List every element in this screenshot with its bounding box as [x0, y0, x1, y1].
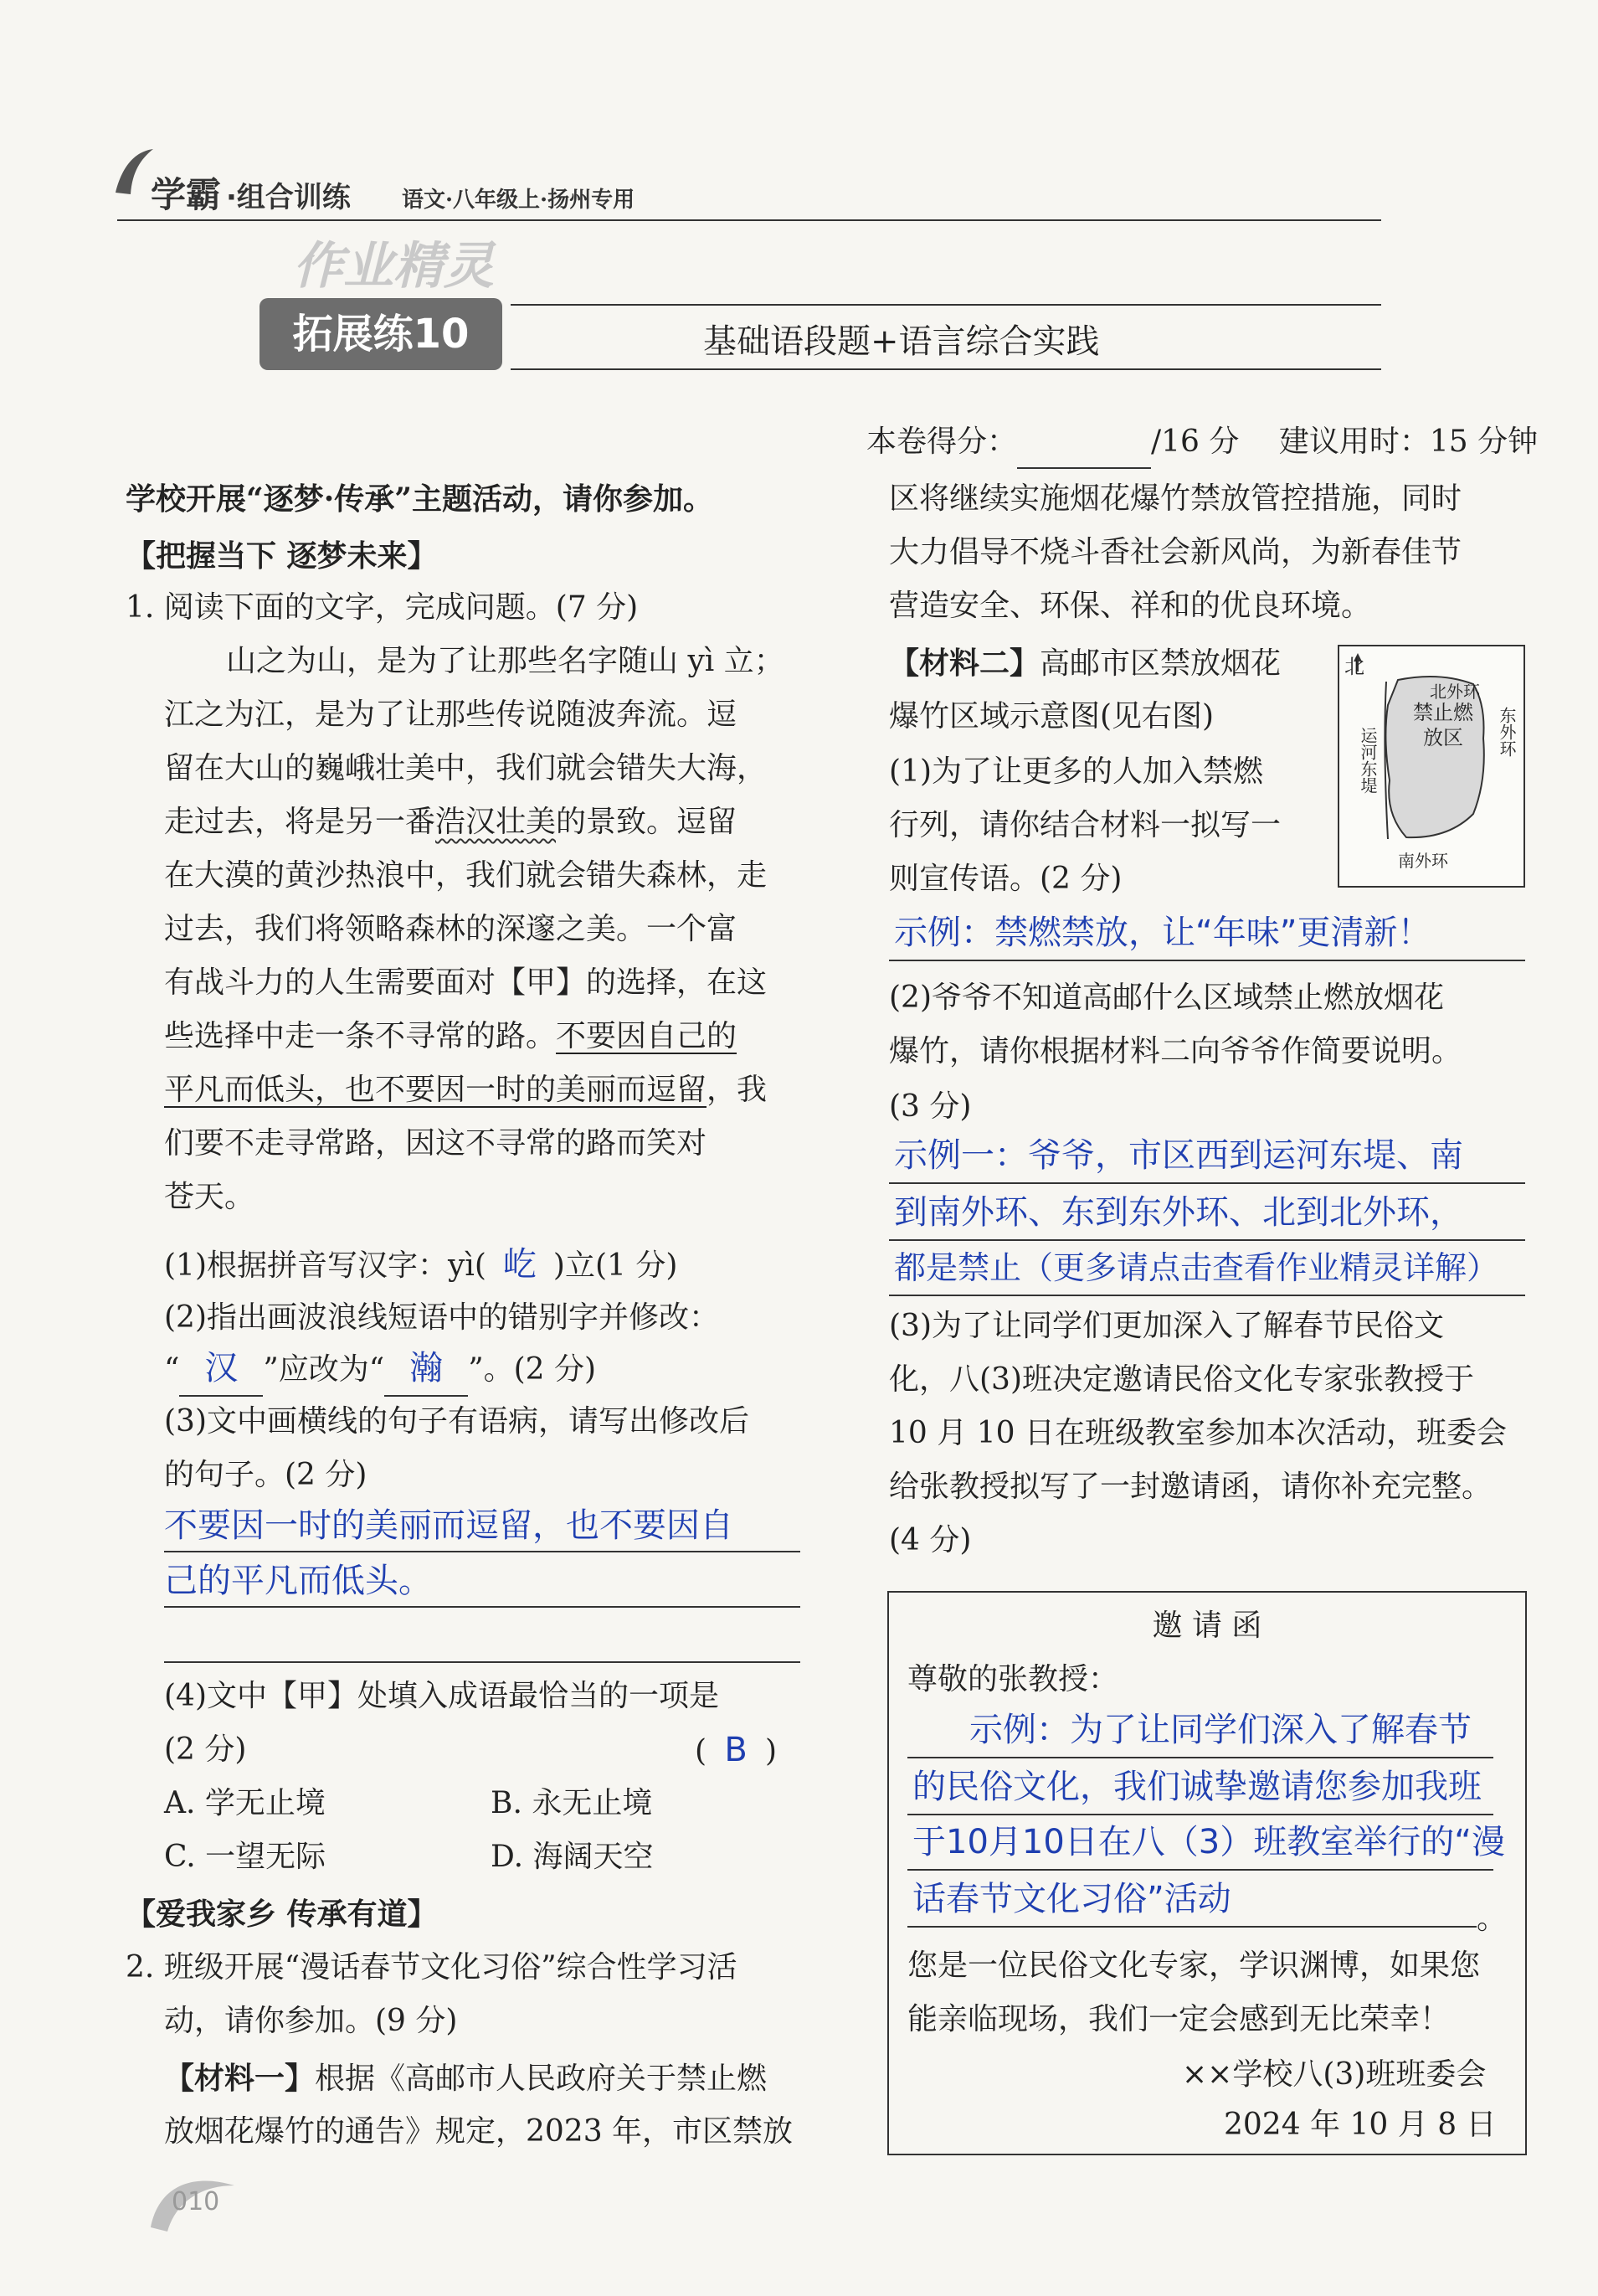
passage-line: [164, 1063, 809, 1117]
q1-1-answer[interactable]: 屹: [502, 1245, 537, 1284]
option-c[interactable]: C. 一望无际: [164, 1840, 326, 1874]
underlined-sentence: 平凡而低头，也不要因一时的美丽而逗留: [164, 1073, 707, 1107]
header-subject: 语文·八年级上·扬州专用: [402, 188, 635, 213]
invitation-letter: [887, 1591, 1527, 2155]
letter-date: 2024 年 10 月 8 日: [1224, 2108, 1497, 2142]
passage-line: 们要不走寻常路，因这不寻常的路而笑对: [164, 1126, 707, 1161]
q2-3: [889, 1300, 1507, 1568]
material1-line1: [164, 2051, 767, 2106]
section-badge: [259, 298, 502, 370]
section-title: 基础语段题+语言综合实践: [703, 322, 1100, 361]
q1-title: 1. 阅读下面的文字，完成问题。(7 分): [126, 590, 639, 625]
score-total: /16 分: [1151, 425, 1240, 459]
header-logo-mark: [107, 142, 157, 201]
quote-open: “: [164, 1352, 180, 1387]
q1-2-correct-char[interactable]: 瀚: [384, 1341, 468, 1397]
answer-line: [889, 1182, 1525, 1184]
q2-2-answer-3[interactable]: 都是禁止（更多请点击查看作业精灵详解）: [894, 1249, 1499, 1286]
letter-period: 。: [1477, 1902, 1508, 1936]
map-zone: 禁止燃放区: [1413, 701, 1473, 749]
passage-line-text: 些选择中走一条不寻常的路。: [164, 1019, 557, 1053]
q2-3-line: 给张教授拟写了一封邀请函，请你补充完整。: [889, 1470, 1493, 1504]
answer-line: [889, 960, 1525, 961]
material2-label: 【材料二】: [889, 646, 1040, 681]
map-east-ring: 东外环: [1497, 707, 1517, 757]
score-line: [866, 415, 1538, 469]
q1-4-line1: (4)文中【甲】处填入成语最恰当的一项是: [164, 1679, 719, 1713]
letter-body-1: 您是一位民俗文化专家，学识渊博，如果您: [907, 1949, 1481, 1983]
q2-2-line3: (3 分): [889, 1089, 972, 1124]
q1-2-wrong-char[interactable]: 汉: [179, 1341, 263, 1397]
page-number: 010: [172, 2187, 220, 2216]
q2-1-answer[interactable]: 示例：禁燃禁放，让“年味”更清新！: [894, 914, 1431, 952]
passage-line-text: 走过去，将是另一番: [164, 805, 436, 839]
section-rule-top: [511, 304, 1381, 306]
option-d[interactable]: D. 海阔天空: [491, 1840, 654, 1874]
passage-line: 留在大山的巍峨壮美中，我们就会错失大海，: [164, 751, 768, 785]
wavy-phrase: 浩汉壮美: [435, 805, 557, 839]
q1-3-line2: 的句子。(2 分): [164, 1458, 367, 1492]
material2-line1: [889, 636, 1281, 691]
underlined-sentence: 不要因自己的: [556, 1019, 737, 1053]
material1-label: 【材料一】: [164, 2061, 316, 2096]
q1-2-end: ”。(2 分): [468, 1352, 597, 1387]
answer-line: [164, 1606, 800, 1608]
passage-line-tail: ，我: [707, 1073, 768, 1107]
score-label: 本卷得分：: [866, 425, 1018, 459]
q2-1-line2: 行列，请你结合材料一拟写一: [889, 808, 1282, 842]
q1-1-text: (1)根据拼音写汉字：yì(: [164, 1248, 486, 1283]
header-series: ·组合训练: [226, 181, 351, 214]
q2-2-line1: (2)爷爷不知道高邮什么区域禁止燃放烟花: [889, 981, 1444, 1015]
letter-answer-3[interactable]: 于10月10日在八（3）班教室举行的“漫: [912, 1823, 1505, 1861]
answer-line: [907, 1869, 1493, 1871]
q1-2-answer-line: [164, 1341, 596, 1397]
q1-1-end: )立(1 分): [552, 1248, 678, 1283]
answer-line: [889, 1295, 1525, 1296]
passage-line: 江之为江，是为了让那些传说随波奔流。逗: [164, 698, 737, 732]
q1-2: (2)指出画波浪线短语中的错别字并修改：: [164, 1300, 719, 1335]
letter-body-2: 能亲临现场，我们一定会感到无比荣幸！: [907, 2002, 1451, 2036]
passage-line: 过去，我们将领略森林的深邃之美。一个富: [164, 912, 737, 946]
header-rule: [117, 219, 1381, 221]
q2-1-line3: 则宣传语。(2 分): [889, 862, 1123, 896]
material2-line2: 爆竹区域示意图(见右图): [889, 699, 1215, 734]
watermark-text: 作业精灵: [293, 237, 494, 296]
q1-4-line2: (2 分): [164, 1732, 247, 1767]
intro: 学校开展“逐梦·传承”主题活动，请你参加。: [126, 481, 713, 517]
answer-line: [164, 1661, 800, 1663]
section-rule-bottom: [511, 368, 1381, 370]
passage-line: 有战斗力的人生需要面对【甲】的选择，在这: [164, 965, 768, 1000]
answer-line: [907, 1757, 1493, 1758]
passage-line: [164, 795, 809, 849]
q1-4-answer-box: [695, 1723, 777, 1779]
q2-2-answer-1[interactable]: 示例一：爷爷，市区西到运河东堤、南: [894, 1136, 1463, 1175]
map-north-ring: 北外环: [1430, 682, 1480, 702]
letter-answer-4[interactable]: 话春节文化习俗”活动: [912, 1880, 1231, 1918]
answer-line: [907, 1926, 1477, 1928]
header-brand: 学霸: [151, 174, 222, 215]
map-west: 运河东堤: [1358, 727, 1378, 794]
material1-text: 根据《高邮市人民政府关于禁止燃: [315, 2062, 768, 2096]
passage-line: 在大漠的黄沙热浪中，我们就会错失森林，走: [164, 858, 768, 893]
suggested-time: 建议用时：15 分钟: [1278, 425, 1539, 459]
passage: [164, 635, 809, 1224]
option-a[interactable]: A. 学无止境: [164, 1786, 326, 1820]
q1-2-mid: ”应改为“: [263, 1352, 385, 1387]
map-north: 北: [1344, 655, 1364, 678]
material1-line4: 大力倡导不烧斗香社会新风尚，为新春佳节: [889, 535, 1462, 569]
material2-text: 高邮市区禁放烟花: [1040, 646, 1282, 681]
letter-signature: ××学校八(3)班班委会: [1182, 2057, 1487, 2092]
passage-line: [164, 1010, 809, 1063]
answer-line: [164, 1551, 800, 1552]
q1-3-line1: (3)文中画横线的句子有语病，请写出修改后: [164, 1404, 749, 1439]
q2-2-line2: 爆竹，请你根据材料二向爷爷作简要说明。: [889, 1034, 1462, 1068]
letter-answer-2[interactable]: 的民俗文化，我们诚挚邀请您参加我班: [912, 1768, 1482, 1806]
zone-map: [1338, 645, 1525, 888]
q1-3-answer-2[interactable]: 己的平凡而低头。: [164, 1562, 432, 1600]
q2-3-line: 化，八(3)班决定邀请民俗文化专家张教授于: [889, 1362, 1474, 1397]
material1-line2: 放烟花爆竹的通告》规定，2023 年，市区禁放: [164, 2114, 794, 2149]
passage-line-tail: 的景致。逗留: [556, 805, 737, 839]
q2-line1: 2. 班级开展“漫话春节文化习俗”综合性学习活: [126, 1950, 737, 1985]
q2-line2: 动，请你参加。(9 分): [164, 2004, 458, 2038]
q1-3-answer-1[interactable]: 不要因一时的美丽而逗留，也不要因自: [164, 1506, 733, 1545]
score-blank[interactable]: [1017, 434, 1151, 469]
material1-line3: 区将继续实施烟花爆竹禁放管控措施，同时: [889, 481, 1462, 516]
q2-3-line: (4 分): [889, 1523, 972, 1557]
part2-heading: 【爱我家乡 传承有道】: [126, 1897, 438, 1932]
q2-2-answer-2[interactable]: 到南外环、东到东外环、北到北外环，: [894, 1193, 1463, 1232]
q1-1: [164, 1238, 677, 1293]
q1-4-answer[interactable]: B: [724, 1731, 748, 1769]
q2-1-line1: (1)为了让更多的人加入禁燃: [889, 754, 1263, 789]
section-badge-text: 拓展练10: [292, 311, 470, 358]
paren-left: (: [695, 1734, 707, 1768]
passage-line: 山之为山，是为了让那些名字随山 yì 立；: [226, 644, 784, 678]
letter-greeting: 尊敬的张教授：: [907, 1662, 1119, 1696]
passage-line: 苍天。: [164, 1180, 255, 1214]
letter-title: 邀 请 函: [1152, 1609, 1262, 1643]
letter-answer-1[interactable]: 示例：为了让同学们深入了解春节: [969, 1711, 1472, 1749]
paren-right: ): [765, 1734, 778, 1768]
option-b[interactable]: B. 永无止境: [491, 1786, 653, 1820]
q2-3-line: 10 月 10 日在班级教室参加本次活动，班委会: [889, 1416, 1507, 1450]
part1-heading: 【把握当下 逐梦未来】: [126, 538, 438, 574]
q2-3-line: (3)为了让同学们更加深入了解春节民俗文: [889, 1309, 1444, 1343]
material1-line5: 营造安全、环保、祥和的优良环境。: [889, 589, 1372, 623]
map-south-ring: 南外环: [1398, 851, 1448, 871]
